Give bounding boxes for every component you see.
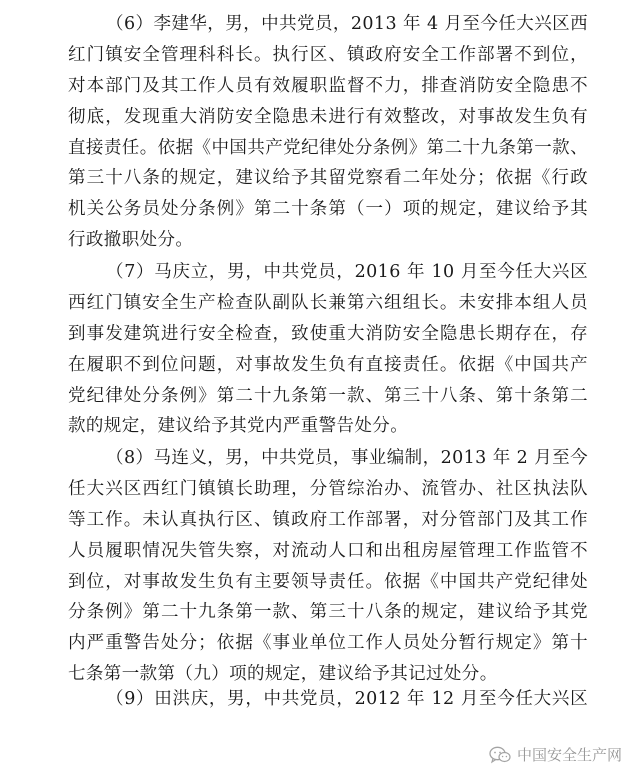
wechat-icon bbox=[489, 746, 511, 764]
text-line: 彻底，发现重大消防安全隐患未进行有效整改，对事故发生负有 bbox=[68, 106, 588, 127]
watermark-text: 中国安全生产网 bbox=[516, 746, 622, 764]
text-line: 款的规定，建议给予其党内严重警告处分。 bbox=[68, 416, 409, 437]
text-line: 机关公务员处分条例》第二十条第（一）项的规定，建议给予其 bbox=[68, 199, 588, 220]
text-line: 党纪律处分条例》第二十九条第一款、第三十八条、第十条第二 bbox=[68, 385, 588, 406]
paragraph-7 bbox=[68, 257, 588, 442]
text-line: （7）马庆立，男，中共党员，2016 年 10 月至今任大兴区 bbox=[106, 262, 588, 282]
paragraph-9 bbox=[68, 684, 588, 715]
text-line: （8）马连义，男，中共党员，事业编制，2013 年 2 月至今 bbox=[106, 448, 588, 468]
text-line: 内严重警告处分；依据《事业单位工作人员处分暂行规定》第十 bbox=[68, 633, 588, 654]
text-line: 分条例》第二十九条第一款、第三十八条的规定，建议给予其党 bbox=[68, 602, 588, 623]
text-line: 任大兴区西红门镇镇长助理，分管综治办、流管办、社区执法队 bbox=[68, 478, 588, 499]
text-line: 人员履职情况失管失察，对流动人口和出租房屋管理工作监管不 bbox=[68, 540, 588, 561]
paragraph-6 bbox=[68, 9, 588, 256]
watermark bbox=[489, 744, 622, 765]
text-line: （6）李建华，男，中共党员，2013 年 4 月至今任大兴区西 bbox=[106, 14, 588, 34]
text-line: 在履职不到位问题，对事故发生负有直接责任。依据《中国共产 bbox=[68, 354, 588, 375]
text-line: 七条第一款第（九）项的规定，建议给予其记过处分。 bbox=[68, 664, 498, 685]
text-line: 行政撤职处分。 bbox=[68, 230, 194, 251]
text-line: （9）田洪庆，男，中共党员，2012 年 12 月至今任大兴区 bbox=[106, 689, 588, 709]
text-line: 红门镇安全管理科科长。执行区、镇政府安全工作部署不到位， bbox=[68, 44, 588, 65]
text-line: 直接责任。依据《中国共产党纪律处分条例》第二十九条第一款、 bbox=[68, 137, 588, 158]
text-line: 到位，对事故发生负有主要领导责任。依据《中国共产党纪律处 bbox=[68, 571, 588, 592]
text-line: 到事发建筑进行安全检查，致使重大消防安全隐患长期存在，存 bbox=[68, 323, 588, 344]
text-line: 第三十八条的规定，建议给予其留党察看二年处分；依据《行政 bbox=[68, 168, 588, 189]
paragraph-8 bbox=[68, 443, 588, 690]
text-line: 等工作。未认真执行区、镇政府工作部署，对分管部门及其工作 bbox=[68, 509, 588, 530]
text-line: 对本部门及其工作人员有效履职监督不力，排查消防安全隐患不 bbox=[68, 75, 588, 96]
text-line: 西红门镇安全生产检查队副队长兼第六组组长。未安排本组人员 bbox=[68, 292, 588, 313]
